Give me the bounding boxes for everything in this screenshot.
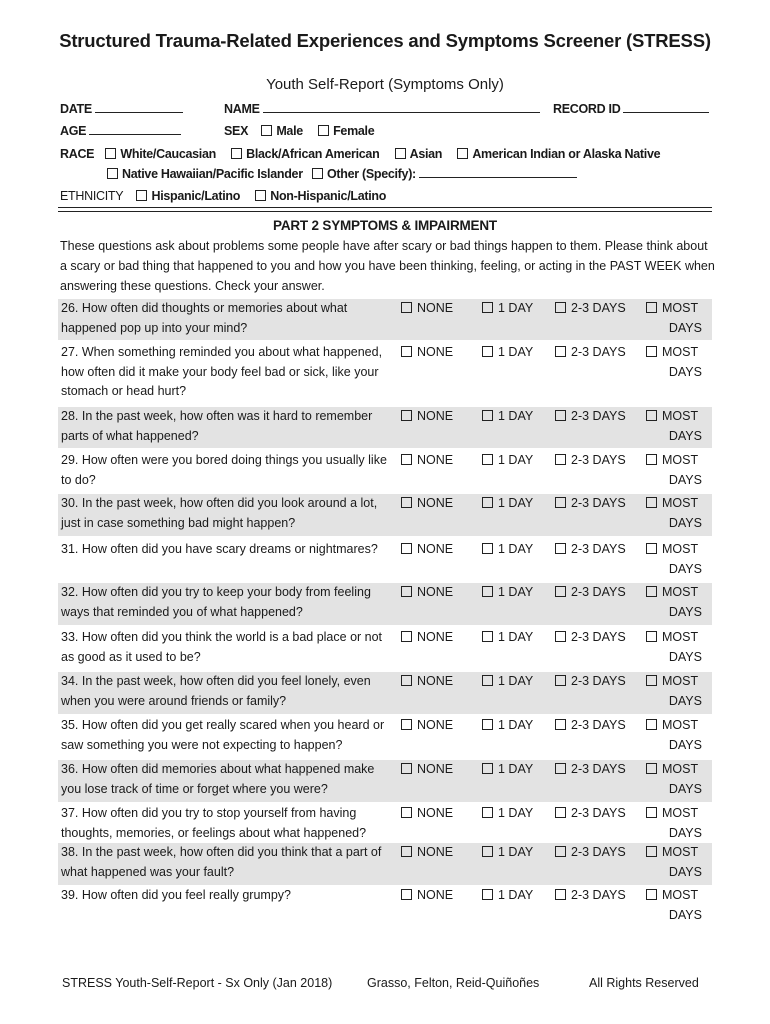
female-checkbox[interactable]: Female — [318, 124, 386, 138]
date-label: DATE — [60, 102, 92, 116]
two-three-days-checkbox[interactable]: 2-3 DAYS — [555, 494, 626, 514]
most-days-checkbox[interactable]: MOST DAYS — [646, 299, 702, 338]
none-checkbox[interactable]: NONE — [401, 672, 453, 692]
name-label: NAME — [224, 102, 260, 116]
question-row-35 — [58, 716, 712, 757]
sex-label: SEX — [224, 124, 249, 138]
most-days-checkbox[interactable]: MOST DAYS — [646, 760, 702, 799]
two-three-days-checkbox[interactable]: 2-3 DAYS — [555, 628, 626, 648]
question-text: 26. How often did thoughts or memories about what happened pop up into your mind? — [61, 301, 348, 335]
race-american-indian-checkbox[interactable]: American Indian or Alaska Native — [457, 147, 672, 161]
none-checkbox[interactable]: NONE — [401, 583, 453, 603]
none-checkbox[interactable]: NONE — [401, 407, 453, 427]
question-row-38 — [58, 843, 712, 885]
one-day-checkbox[interactable]: 1 DAY — [482, 451, 533, 471]
none-checkbox[interactable]: NONE — [401, 804, 453, 824]
race-label: RACE — [60, 147, 95, 161]
sex-field — [224, 124, 386, 138]
age-field[interactable] — [60, 124, 181, 138]
footer-form-id: STRESS Youth-Self-Report - Sx Only (Jan 2018) — [62, 976, 333, 990]
question-text: 28. In the past week, how often was it hard to remember parts of what happened? — [61, 409, 373, 443]
one-day-checkbox[interactable]: 1 DAY — [482, 804, 533, 824]
most-days-checkbox[interactable]: MOST DAYS — [646, 804, 702, 843]
two-three-days-checkbox[interactable]: 2-3 DAYS — [555, 540, 626, 560]
question-row-32 — [58, 583, 712, 625]
none-checkbox[interactable]: NONE — [401, 540, 453, 560]
male-checkbox[interactable]: Male — [261, 124, 315, 138]
race-hawaiian-checkbox[interactable]: Native Hawaiian/Pacific Islander — [107, 167, 309, 181]
one-day-checkbox[interactable]: 1 DAY — [482, 760, 533, 780]
two-three-days-checkbox[interactable]: 2-3 DAYS — [555, 407, 626, 427]
most-days-checkbox[interactable]: MOST DAYS — [646, 843, 702, 882]
question-row-26 — [58, 299, 712, 340]
two-three-days-checkbox[interactable]: 2-3 DAYS — [555, 343, 626, 363]
most-days-checkbox[interactable]: MOST DAYS — [646, 343, 702, 382]
question-row-28 — [58, 407, 712, 448]
question-row-29 — [58, 451, 712, 492]
question-text: 37. How often did you try to stop yourself from having thoughts, memories, or feelings about what happened? — [61, 806, 367, 840]
two-three-days-checkbox[interactable]: 2-3 DAYS — [555, 843, 626, 863]
none-checkbox[interactable]: NONE — [401, 299, 453, 319]
ethnicity-label: ETHNICITY — [60, 189, 124, 203]
question-text: 31. How often did you have scary dreams or nightmares? — [61, 542, 378, 556]
question-text: 38. In the past week, how often did you think that a part of what happened was your fault? — [61, 845, 382, 879]
footer-rights: All Rights Reserved — [589, 976, 699, 990]
question-row-37 — [58, 804, 712, 844]
one-day-checkbox[interactable]: 1 DAY — [482, 407, 533, 427]
question-row-34 — [58, 672, 712, 714]
question-text: 30. In the past week, how often did you look around a lot, just in case something bad might happen? — [61, 496, 378, 530]
one-day-checkbox[interactable]: 1 DAY — [482, 494, 533, 514]
two-three-days-checkbox[interactable]: 2-3 DAYS — [555, 716, 626, 736]
most-days-checkbox[interactable]: MOST DAYS — [646, 583, 702, 622]
none-checkbox[interactable]: NONE — [401, 494, 453, 514]
one-day-checkbox[interactable]: 1 DAY — [482, 628, 533, 648]
none-checkbox[interactable]: NONE — [401, 886, 453, 906]
ethnicity-field — [60, 189, 398, 203]
none-checkbox[interactable]: NONE — [401, 343, 453, 363]
race-field — [60, 147, 672, 161]
race-black-checkbox[interactable]: Black/African American — [231, 147, 391, 161]
two-three-days-checkbox[interactable]: 2-3 DAYS — [555, 672, 626, 692]
question-row-39 — [58, 886, 712, 928]
one-day-checkbox[interactable]: 1 DAY — [482, 583, 533, 603]
record-id-field[interactable] — [553, 102, 709, 116]
two-three-days-checkbox[interactable]: 2-3 DAYS — [555, 583, 626, 603]
question-text: 39. How often did you feel really grumpy? — [61, 888, 291, 902]
two-three-days-checkbox[interactable]: 2-3 DAYS — [555, 451, 626, 471]
most-days-checkbox[interactable]: MOST DAYS — [646, 494, 702, 533]
one-day-checkbox[interactable]: 1 DAY — [482, 886, 533, 906]
two-three-days-checkbox[interactable]: 2-3 DAYS — [555, 299, 626, 319]
none-checkbox[interactable]: NONE — [401, 451, 453, 471]
record-id-label: RECORD ID — [553, 102, 621, 116]
question-text: 34. In the past week, how often did you feel lonely, even when you were around friends or family? — [61, 674, 371, 708]
two-three-days-checkbox[interactable]: 2-3 DAYS — [555, 804, 626, 824]
name-field[interactable] — [224, 102, 540, 116]
form-subtitle: Youth Self-Report (Symptoms Only) — [266, 76, 504, 93]
race-other-input[interactable] — [419, 176, 577, 178]
question-text: 29. How often were you bored doing things you usually like to do? — [61, 453, 387, 487]
instructions: These questions ask about problems some people have after scary or bad things happen to them. Please think about a scary or bad thing that happened to you and how you have been thinking, feeling, or acting in the PAST WEEK when answering these questions. Check your answer. — [60, 239, 715, 293]
most-days-checkbox[interactable]: MOST DAYS — [646, 672, 702, 711]
section-title: PART 2 SYMPTOMS & IMPAIRMENT — [273, 218, 497, 233]
ethnicity-non-hispanic-checkbox[interactable]: Non-Hispanic/Latino — [255, 189, 398, 203]
none-checkbox[interactable]: NONE — [401, 760, 453, 780]
one-day-checkbox[interactable]: 1 DAY — [482, 672, 533, 692]
date-field[interactable] — [60, 102, 183, 116]
two-three-days-checkbox[interactable]: 2-3 DAYS — [555, 760, 626, 780]
race-asian-checkbox[interactable]: Asian — [395, 147, 455, 161]
one-day-checkbox[interactable]: 1 DAY — [482, 843, 533, 863]
question-text: 33. How often did you think the world is a bad place or not as good as it used to be? — [61, 630, 383, 664]
one-day-checkbox[interactable]: 1 DAY — [482, 299, 533, 319]
none-checkbox[interactable]: NONE — [401, 716, 453, 736]
question-row-36 — [58, 760, 712, 802]
age-label: AGE — [60, 124, 87, 138]
question-row-27 — [58, 343, 712, 403]
one-day-checkbox[interactable]: 1 DAY — [482, 716, 533, 736]
ethnicity-hispanic-checkbox[interactable]: Hispanic/Latino — [136, 189, 252, 203]
two-three-days-checkbox[interactable]: 2-3 DAYS — [555, 886, 626, 906]
one-day-checkbox[interactable]: 1 DAY — [482, 343, 533, 363]
question-row-31 — [58, 540, 712, 581]
most-days-checkbox[interactable]: MOST DAYS — [646, 886, 702, 925]
one-day-checkbox[interactable]: 1 DAY — [482, 540, 533, 560]
divider — [58, 207, 712, 208]
most-days-checkbox[interactable]: MOST DAYS — [646, 451, 702, 490]
footer-authors: Grasso, Felton, Reid-Quiñoñes — [367, 976, 540, 990]
question-text: 32. How often did you try to keep your body from feeling ways that reminded you of what happened? — [61, 585, 371, 619]
question-text: 35. How often did you get really scared when you heard or saw something you were not expecting to happen? — [61, 718, 385, 752]
form-title: Structured Trauma-Related Experiences and Symptoms Screener (STRESS) — [59, 30, 711, 51]
race-white-checkbox[interactable]: White/Caucasian — [105, 147, 228, 161]
most-days-checkbox[interactable]: MOST DAYS — [646, 540, 702, 579]
divider — [58, 211, 712, 212]
question-text: 36. How often did memories about what happened make you lose track of time or forget where you were? — [61, 762, 375, 796]
most-days-checkbox[interactable]: MOST DAYS — [646, 407, 702, 446]
question-row-30 — [58, 494, 712, 536]
most-days-checkbox[interactable]: MOST DAYS — [646, 716, 702, 755]
question-row-33 — [58, 628, 712, 669]
most-days-checkbox[interactable]: MOST DAYS — [646, 628, 702, 667]
race-other-checkbox[interactable]: Other (Specify): — [312, 167, 416, 181]
race-field-row-2 — [107, 167, 577, 181]
none-checkbox[interactable]: NONE — [401, 843, 453, 863]
question-text: 27. When something reminded you about what happened, how often did it make your body feel bad or sick, like your stomach or head hurt? — [61, 345, 383, 398]
none-checkbox[interactable]: NONE — [401, 628, 453, 648]
